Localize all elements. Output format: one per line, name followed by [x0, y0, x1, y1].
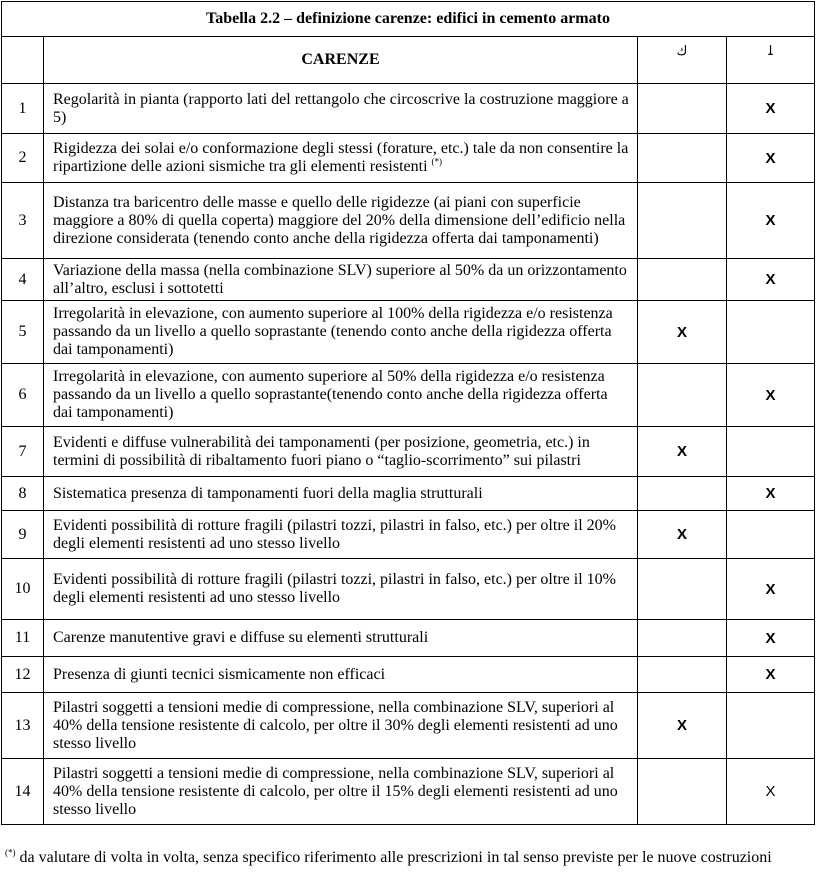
mark-col-a: X — [638, 301, 727, 364]
mark-col-b: X — [727, 657, 815, 693]
row-description-cell — [44, 693, 638, 759]
row-description: Irregolarità in elevazione, con aumento superiore al 100% della rigidezza e/o resistenza passando da un livello a quello soprastante (tenendo conto anche della rigidezza offerta dai tamponamenti) — [53, 305, 613, 358]
row-description: Irregolarità in elevazione, con aumento superiore al 50% della rigidezza e/o resistenza passando da un livello a quello soprastante(tenendo conto anche della rigidezza offerta dai tamponamenti) — [53, 368, 608, 421]
row-description: Distanza tra baricentro delle masse e quello delle rigidezze (ai piani con superficie maggiore a 80% di quella coperta) maggiore del 20% della dimensione dell’edificio nella direzione considerata (tenendo conto anche della rigidezza offerta dai tamponamenti) — [53, 193, 626, 247]
mark-col-a — [638, 84, 727, 134]
mark-col-a — [638, 620, 727, 657]
table-title: Tabella 2.2 – definizione carenze: edifici in cemento armato — [2, 2, 815, 37]
table-row — [2, 511, 815, 559]
row-description: Regolarità in pianta (rapporto lati del rettangolo che circoscrive la costruzione maggiore a 5) — [53, 90, 629, 126]
header-num-cell — [2, 37, 44, 84]
header-col-a-symbol: ك — [638, 37, 727, 84]
row-description-cell — [44, 657, 638, 693]
row-description-cell — [44, 259, 638, 301]
mark-col-b: X — [727, 477, 815, 511]
row-number: 2 — [2, 134, 44, 183]
mark-col-b: X — [727, 183, 815, 259]
carenze-table — [1, 1, 815, 825]
mark-col-b: X — [727, 620, 815, 657]
row-description: Sistematica presenza di tamponamenti fuori della maglia strutturali — [53, 484, 483, 502]
row-number: 6 — [2, 364, 44, 427]
row-number: 3 — [2, 183, 44, 259]
table-row — [2, 759, 815, 825]
mark-col-b: X — [727, 364, 815, 427]
header-carenze: CARENZE — [44, 37, 638, 84]
row-number: 14 — [2, 759, 44, 825]
table-row — [2, 427, 815, 477]
table-row — [2, 301, 815, 364]
mark-col-b: X — [727, 84, 815, 134]
row-description-cell — [44, 183, 638, 259]
table-row — [2, 364, 815, 427]
mark-col-a: X — [638, 511, 727, 559]
mark-col-a — [638, 759, 727, 825]
row-description: Pilastri soggetti a tensioni medie di compressione, nella combinazione SLV, superiori al 40% della tensione resistente di calcolo, per oltre il 15% degli elementi resistenti ad uno stesso livello — [53, 764, 618, 818]
table-row — [2, 134, 815, 183]
row-number: 9 — [2, 511, 44, 559]
table-row — [2, 657, 815, 693]
row-description-cell — [44, 427, 638, 477]
mark-col-a — [638, 259, 727, 301]
mark-col-a — [638, 657, 727, 693]
mark-col-a — [638, 364, 727, 427]
mark-col-b — [727, 693, 815, 759]
mark-col-b — [727, 301, 815, 364]
row-description-cell — [44, 364, 638, 427]
mark-col-a: X — [638, 427, 727, 477]
row-description-cell — [44, 759, 638, 825]
row-description: Rigidezza dei solai e/o conformazione degli stessi (forature, etc.) tale da non consentire la ripartizione delle azioni sismiche tra gli elementi resistenti — [53, 140, 629, 175]
row-number: 4 — [2, 259, 44, 301]
row-number: 10 — [2, 559, 44, 620]
footnote — [5, 849, 772, 867]
mark-col-b: X — [727, 259, 815, 301]
table-row — [2, 559, 815, 620]
footnote-reference: (*) — [431, 156, 443, 167]
row-description: Variazione della massa (nella combinazione SLV) superiore al 50% da un orizzontamento all’altro, esclusi i sottotetti — [53, 261, 627, 297]
row-number: 7 — [2, 427, 44, 477]
mark-col-b: X — [727, 559, 815, 620]
mark-col-b — [727, 511, 815, 559]
mark-col-b: X — [727, 759, 815, 825]
table-row — [2, 183, 815, 259]
table-row — [2, 620, 815, 657]
row-number: 13 — [2, 693, 44, 759]
row-description: Presenza di giunti tecnici sismicamente non efficaci — [53, 665, 386, 683]
row-number: 8 — [2, 477, 44, 511]
row-description-cell — [44, 559, 638, 620]
row-description: Evidenti possibilità di rotture fragili (pilastri tozzi, pilastri in falso, etc.) per oltre il 20% degli elementi resistenti ad uno stesso livello — [53, 516, 616, 552]
row-description-cell — [44, 301, 638, 364]
mark-col-a: X — [638, 693, 727, 759]
table-row — [2, 693, 815, 759]
header-col-b-symbol: ﻠ — [727, 37, 815, 84]
row-description-cell — [44, 511, 638, 559]
footnote-marker: (*) — [5, 847, 16, 858]
mark-col-a — [638, 183, 727, 259]
row-description: Carenze manutentive gravi e diffuse su elementi strutturali — [53, 629, 429, 646]
row-number: 11 — [2, 620, 44, 657]
table-title-row — [2, 2, 815, 37]
mark-col-a — [638, 477, 727, 511]
row-number: 5 — [2, 301, 44, 364]
mark-col-a — [638, 559, 727, 620]
row-number: 1 — [2, 84, 44, 134]
table-row — [2, 259, 815, 301]
row-number: 12 — [2, 657, 44, 693]
row-description: Evidenti possibilità di rotture fragili (pilastri tozzi, pilastri in falso, etc.) per oltre il 10% degli elementi resistenti ad uno stesso livello — [53, 571, 616, 606]
row-description-cell — [44, 134, 638, 183]
mark-col-a — [638, 134, 727, 183]
table-header-row — [2, 37, 815, 84]
mark-col-b: X — [727, 134, 815, 183]
row-description-cell — [44, 477, 638, 511]
table-row — [2, 477, 815, 511]
mark-col-b — [727, 427, 815, 477]
table-row — [2, 84, 815, 134]
row-description: Evidenti e diffuse vulnerabilità dei tamponamenti (per posizione, geometria, etc.) in termini di possibilità di ribaltamento fuori piano o “taglio-scorrimento” sui pilastri — [53, 433, 590, 469]
row-description-cell — [44, 620, 638, 657]
footnote-text: da valutare di volta in volta, senza specifico riferimento alle prescrizioni in tal senso previste per le nuove costruzioni — [15, 849, 772, 866]
row-description-cell — [44, 84, 638, 134]
row-description: Pilastri soggetti a tensioni medie di compressione, nella combinazione SLV, superiori al 40% della tensione resistente di calcolo, per oltre il 30% degli elementi resistenti ad uno stesso livello — [53, 698, 618, 752]
